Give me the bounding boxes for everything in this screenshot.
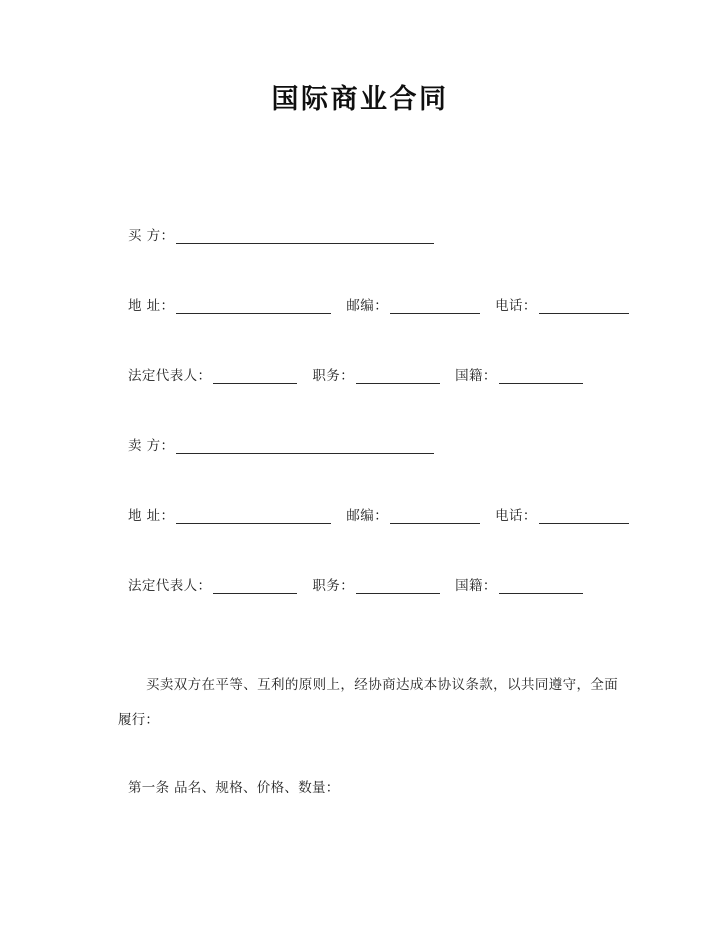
buyer-position-blank[interactable] xyxy=(356,370,440,384)
buyer-postcode-field xyxy=(346,298,482,314)
seller-name-label: 卖 方： xyxy=(128,438,175,454)
seller-phone-field xyxy=(495,508,631,524)
buyer-address-blank[interactable] xyxy=(176,300,331,314)
seller-phone-blank[interactable] xyxy=(539,510,629,524)
seller-postcode-label: 邮编： xyxy=(346,508,389,524)
seller-address-field xyxy=(128,508,333,524)
buyer-address-label: 地 址： xyxy=(128,298,175,314)
buyer-name-field xyxy=(128,228,436,244)
buyer-phone-field xyxy=(495,298,631,314)
seller-name-field xyxy=(128,438,436,454)
contract-parties-form xyxy=(128,228,628,594)
seller-postcode-field xyxy=(346,508,482,524)
seller-position-field xyxy=(312,578,442,594)
seller-nationality-label: 国籍： xyxy=(455,578,497,594)
buyer-phone-label: 电话： xyxy=(495,298,537,314)
buyer-name-label: 买 方： xyxy=(128,228,175,244)
seller-postcode-blank[interactable] xyxy=(390,510,480,524)
seller-phone-label: 电话： xyxy=(495,508,537,524)
page-title: 国际商业合同 xyxy=(271,84,449,115)
seller-address-label: 地 址： xyxy=(128,508,175,524)
buyer-nationality-label: 国籍： xyxy=(455,368,497,384)
buyer-phone-blank[interactable] xyxy=(539,300,629,314)
buyer-legal-representative-label: 法定代表人： xyxy=(128,368,212,384)
seller-nationality-blank[interactable] xyxy=(499,580,583,594)
buyer-address-field xyxy=(128,298,333,314)
seller-name-row xyxy=(128,438,628,454)
seller-representative-row xyxy=(128,578,628,594)
preamble-paragraph: 买卖双方在平等、互利的原则上，经协商达成本协议条款，以共同遵守，全面履行： xyxy=(118,677,618,728)
seller-position-blank[interactable] xyxy=(356,580,440,594)
buyer-name-row xyxy=(128,228,628,244)
article-1-heading: 第一条 品名、规格、价格、数量： xyxy=(128,780,340,796)
buyer-postcode-blank[interactable] xyxy=(390,300,480,314)
seller-nationality-field xyxy=(455,578,585,594)
buyer-postcode-label: 邮编： xyxy=(346,298,389,314)
seller-legal-representative-label: 法定代表人： xyxy=(128,578,212,594)
seller-address-row xyxy=(128,508,628,524)
buyer-name-blank[interactable] xyxy=(176,230,434,244)
buyer-legal-representative-field xyxy=(128,368,299,384)
seller-name-blank[interactable] xyxy=(176,440,434,454)
buyer-position-field xyxy=(312,368,442,384)
buyer-legal-representative-blank[interactable] xyxy=(213,370,297,384)
buyer-address-row xyxy=(128,298,628,314)
buyer-nationality-blank[interactable] xyxy=(499,370,583,384)
buyer-nationality-field xyxy=(455,368,585,384)
buyer-representative-row xyxy=(128,368,628,384)
seller-legal-representative-blank[interactable] xyxy=(213,580,297,594)
buyer-position-label: 职务： xyxy=(312,368,355,384)
seller-position-label: 职务： xyxy=(312,578,355,594)
seller-address-blank[interactable] xyxy=(176,510,331,524)
seller-legal-representative-field xyxy=(128,578,299,594)
